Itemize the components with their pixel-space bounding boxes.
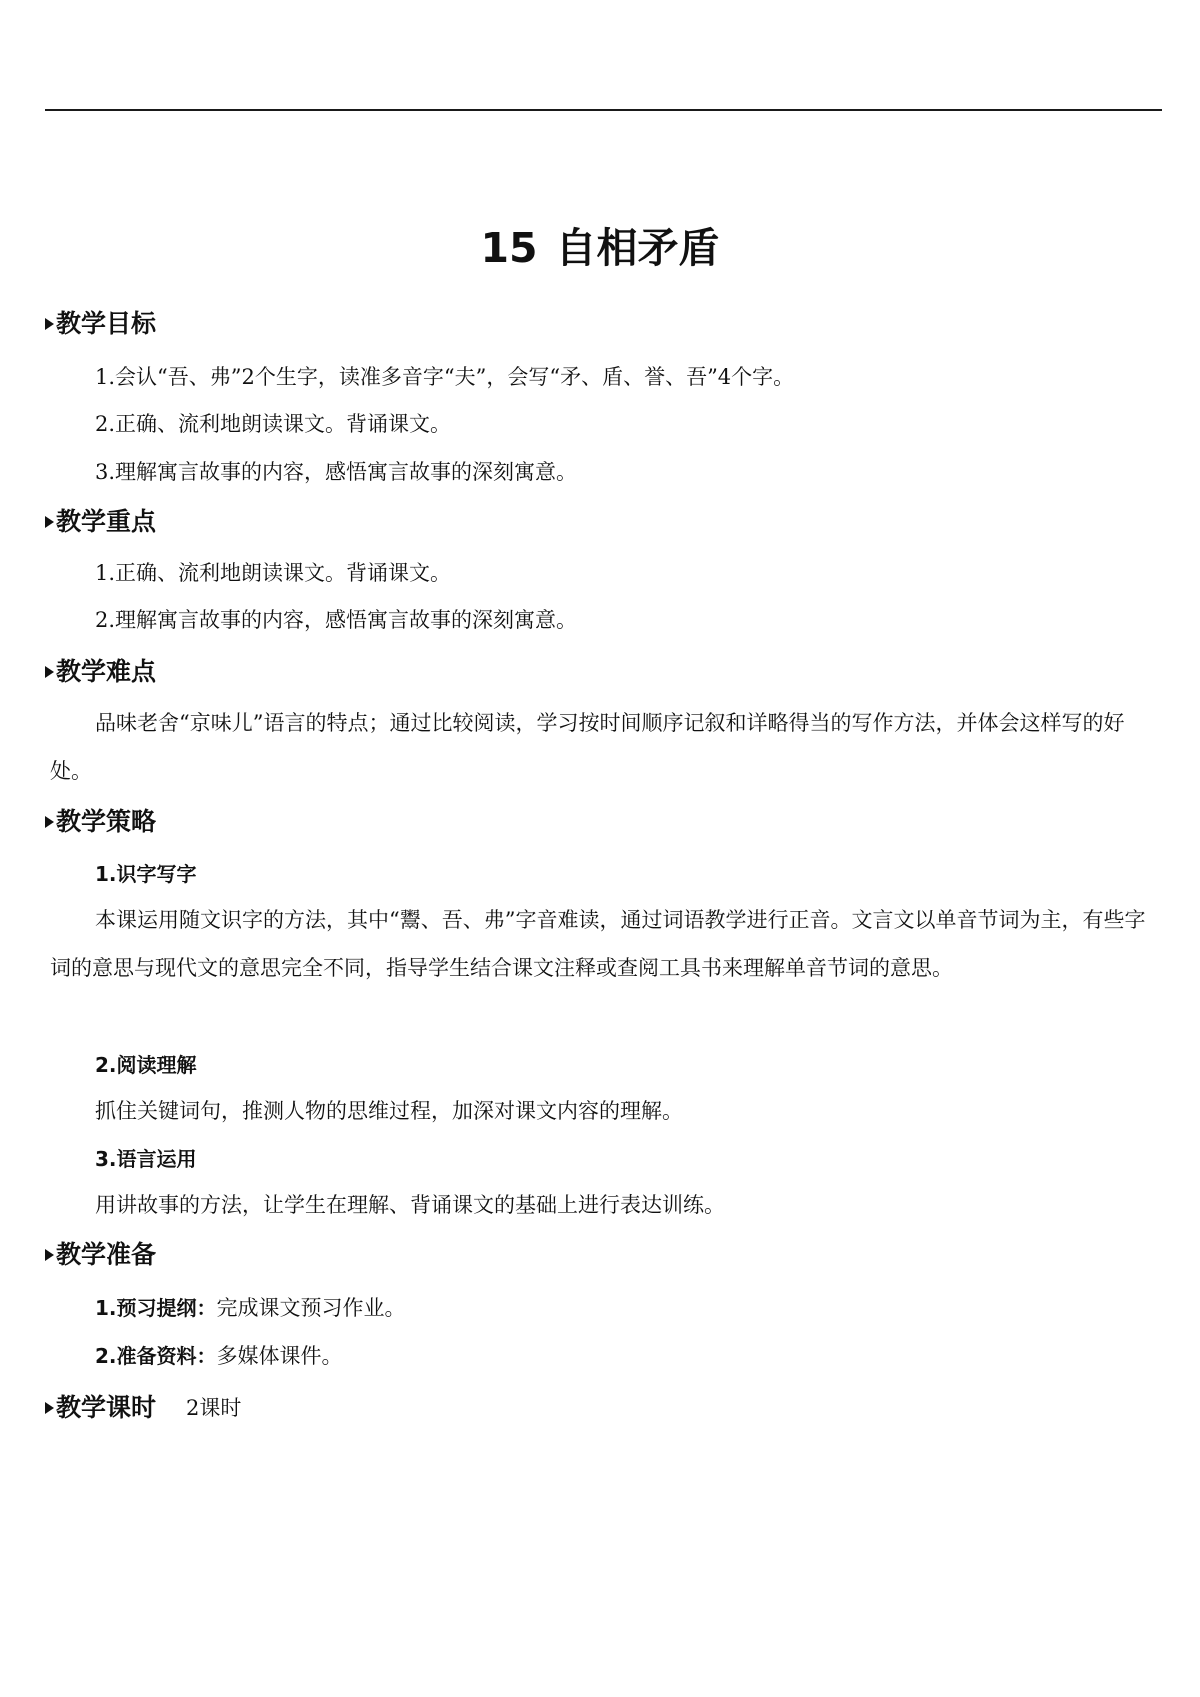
preparation-heading-text: 教学准备 [56,1240,157,1269]
preparation-label: 2.准备资料： [95,1344,217,1368]
preparation-value: 完成课文预习作业。 [216,1296,406,1320]
class-hours-heading [45,1390,241,1426]
difficulties-paragraph: 品味老舍“京味儿”语言的特点；通过比较阅读，学习按时间顺序记叙和详略得当的写作方法，并体会这样写的好处。 [50,711,1125,783]
key-points-heading-text: 教学重点 [56,507,157,536]
triangle-bullet-icon [45,1402,54,1414]
strategy-paragraph: 抓住关键词句，推测人物的思维过程，加深对课文内容的理解。 [95,1099,683,1123]
strategies-heading [45,804,156,840]
header-rule [45,109,1162,111]
objective-item: 2.正确、流利地朗读课文。背诵课文。 [95,412,452,436]
strategies-heading-text: 教学策略 [56,807,157,836]
lesson-title [0,218,1200,278]
triangle-bullet-icon [45,816,54,828]
strategy-paragraph: 本课运用随文识字的方法，其中“鬻、吾、弗”字音难读，通过词语教学进行正音。文言文以单音节词为主，有些字词的意思与现代文的意思完全不同，指导学生结合课文注释或查阅工具书来理解单音节词的意思。 [50,908,1146,980]
preparation-label: 1.预习提纲： [95,1296,217,1320]
preparation-item [95,1292,406,1324]
difficulties-heading [45,654,156,690]
objective-item: 3.理解寓言故事的内容，感悟寓言故事的深刻寓意。 [95,460,578,484]
triangle-bullet-icon [45,516,54,528]
triangle-bullet-icon [45,666,54,678]
preparation-heading [45,1237,156,1273]
triangle-bullet-icon [45,318,54,330]
lesson-name: 自相矛盾 [555,224,720,272]
lesson-number: 15 [480,224,538,272]
strategy-title: 1.识字写字 [95,862,197,886]
difficulties-heading-text: 教学难点 [56,657,157,686]
objective-item: 1.会认“吾、弗”2个生字，读准多音字“夫”，会写“矛、盾、誉、吾”4个字。 [95,365,795,389]
strategy-title: 2.阅读理解 [95,1053,197,1077]
objectives-heading-text: 教学目标 [56,309,157,338]
triangle-bullet-icon [45,1249,54,1261]
strategy-paragraph: 用讲故事的方法，让学生在理解、背诵课文的基础上进行表达训练。 [95,1193,725,1217]
key-points-heading [45,504,156,540]
objectives-heading [45,306,156,342]
preparation-value: 多媒体课件。 [216,1344,343,1368]
strategy-title: 3.语言运用 [95,1147,197,1171]
key-point-item: 1.正确、流利地朗读课文。背诵课文。 [95,561,452,585]
key-point-item: 2.理解寓言故事的内容，感悟寓言故事的深刻寓意。 [95,608,578,632]
class-hours-value: 2课时 [186,1396,242,1420]
class-hours-heading-text: 教学课时 [56,1393,157,1422]
preparation-item [95,1340,343,1372]
